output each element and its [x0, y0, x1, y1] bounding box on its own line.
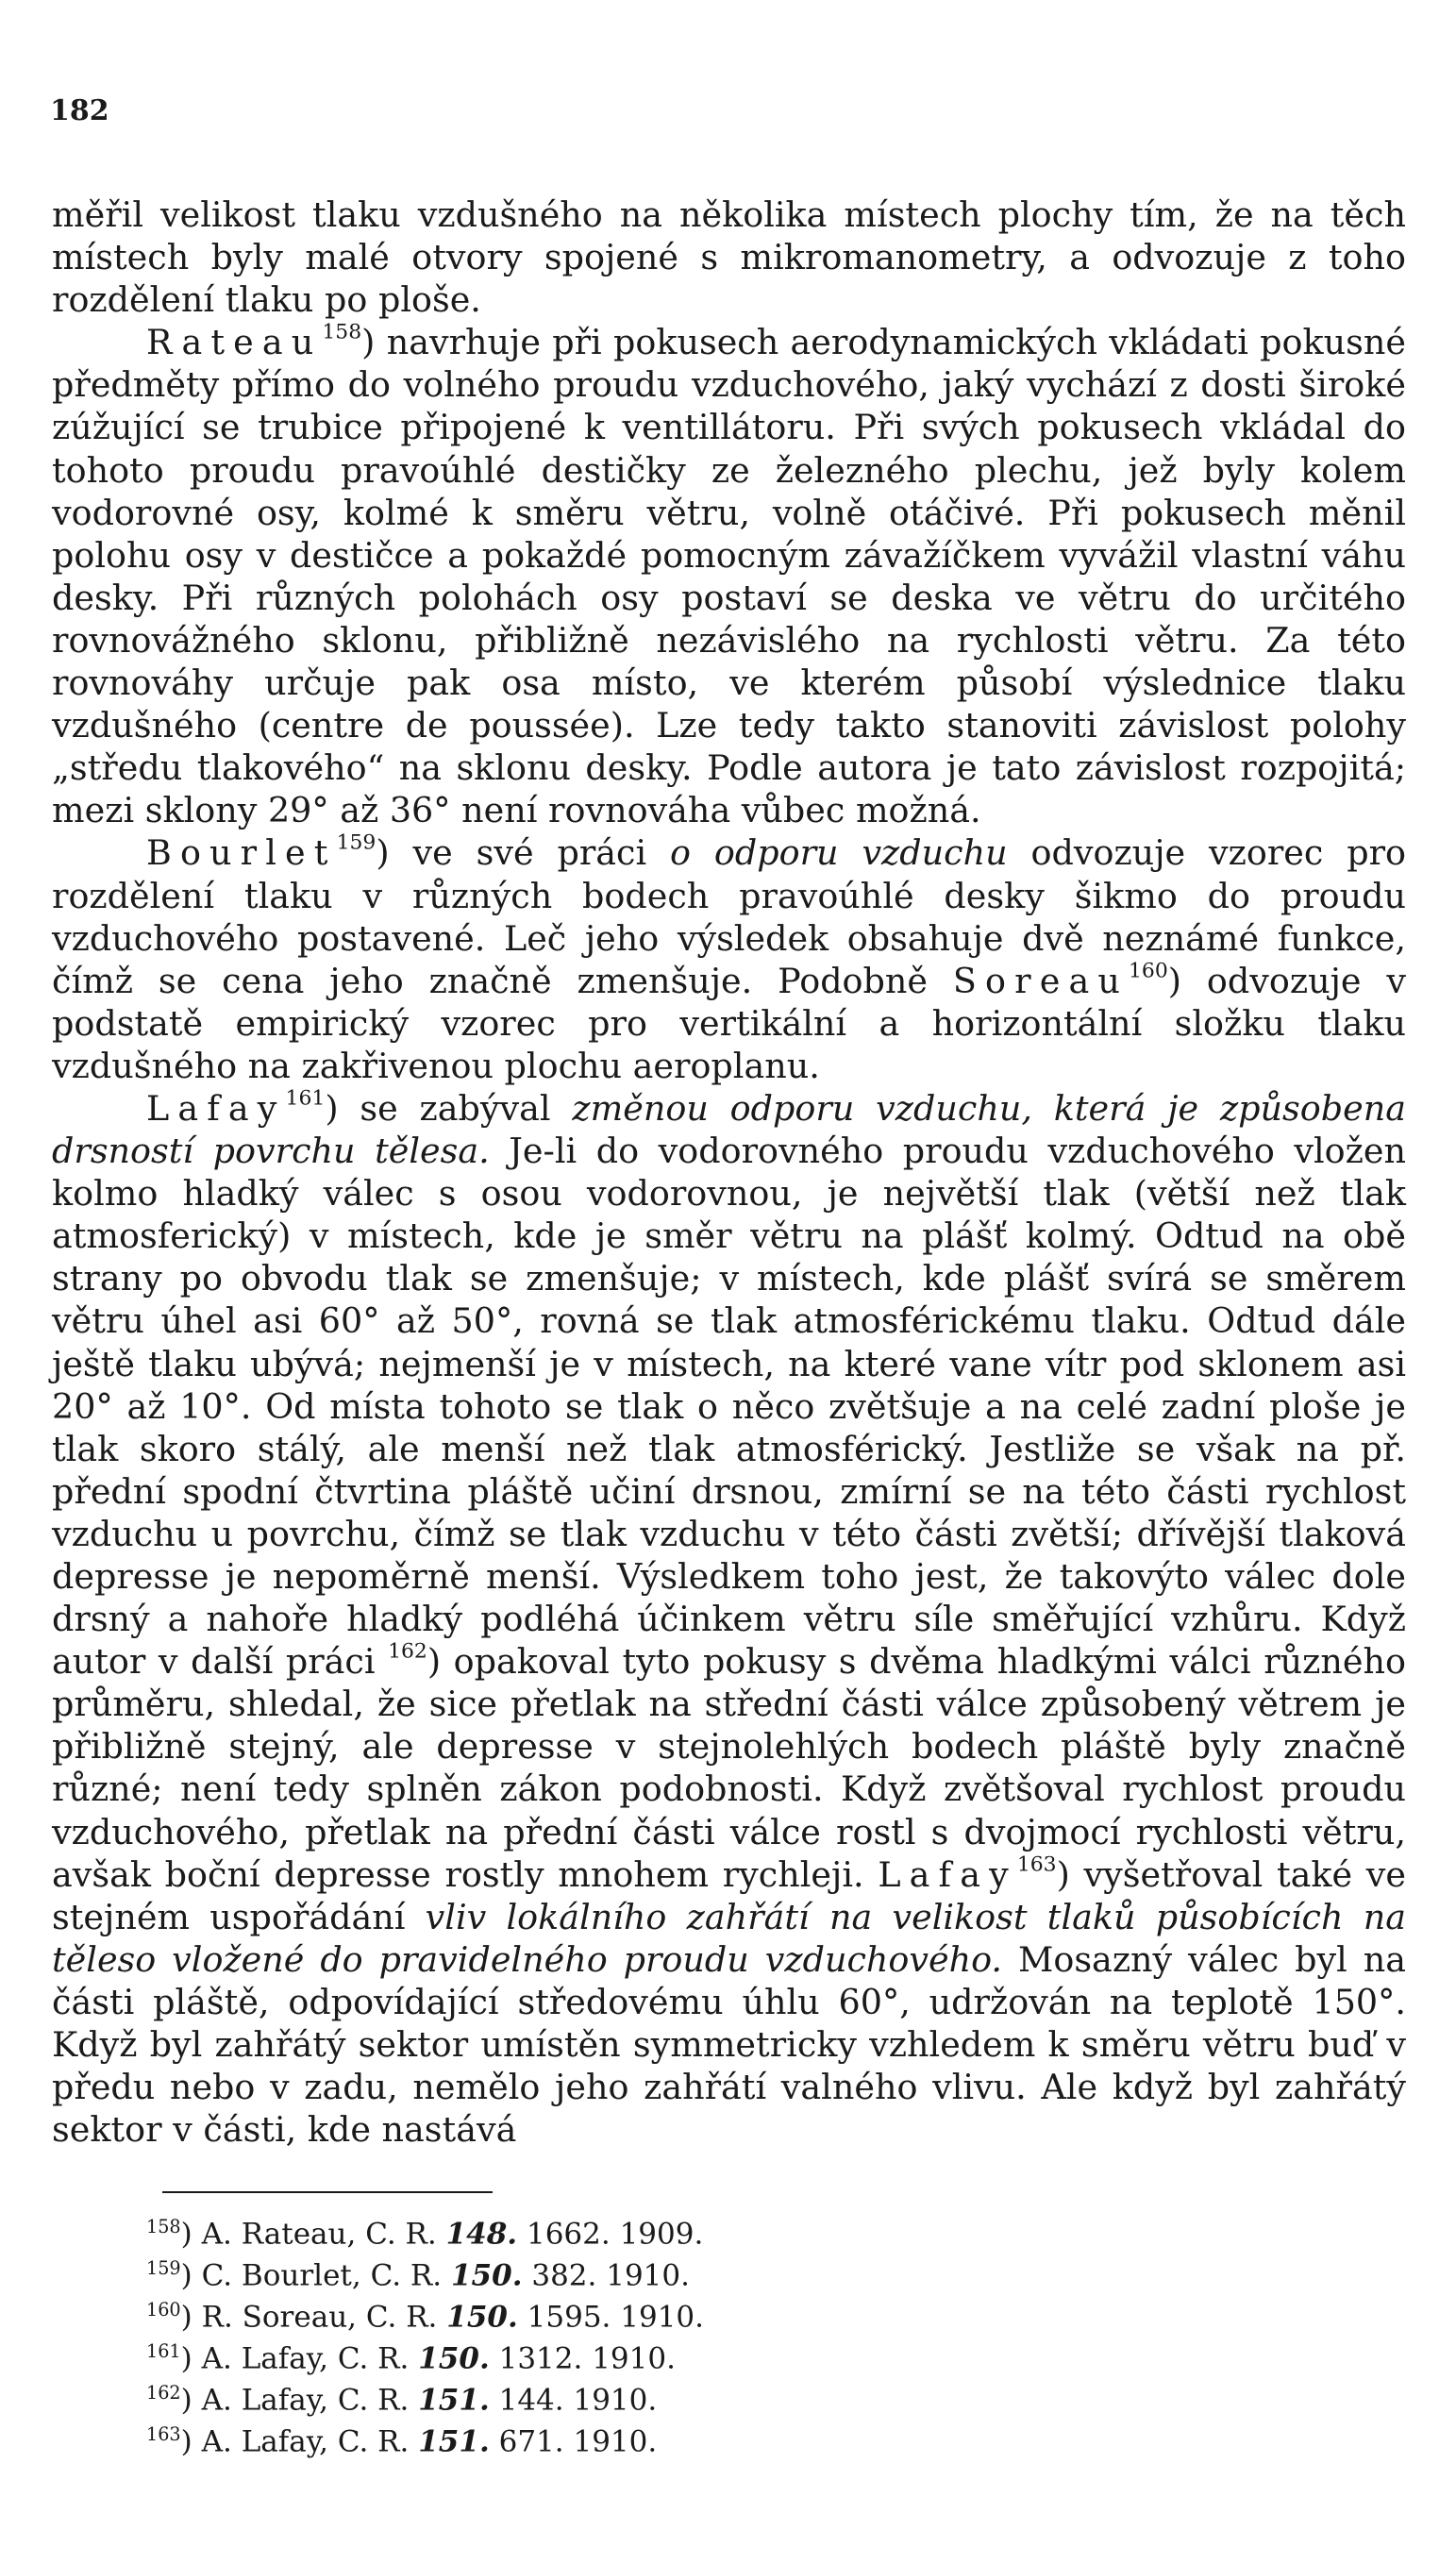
footnote: $^{159}$) C. Bourlet, C. R. 150. 382. 1910.	[146, 2257, 690, 2293]
footnote-author: A. Lafay,	[201, 2341, 328, 2376]
footnote: $^{163}$) A. Lafay, C. R. 151. 671. 1910.	[146, 2423, 658, 2459]
footnote: $^{160}$) R. Soreau, C. R. 150. 1595. 1910.	[146, 2299, 705, 2335]
footnote-reference: 161	[285, 1086, 326, 1111]
footnote: $^{161}$) A. Lafay, C. R. 150. 1312. 1910.	[146, 2340, 676, 2376]
text-run: Mosazný válec byl na části pláště, odpovídající středovému úhlu 60°, udržován na teplotě 150°. Když byl zahřátý sektor umístěn symmetricky vzhledem k směru větru buď v předu nebo v zadu, nemělo jeho zahřátí valného vlivu. Ale když byl zahřátý sektor v části, kde nastává	[52, 1938, 1406, 2151]
footnote-volume: 150.	[450, 2258, 523, 2293]
text-run: odvozuje vzorec pro rozdělení tlaku v různých bodech pravoúhlé desky šikmo do proudu vzduchového postavené. Leč jeho výsledek obsahuje dvě neznámé funkce, čímž se cena jeho značně zmenšuje. Podobně	[52, 832, 1406, 1001]
footnote-journal: C. R.	[337, 2424, 410, 2459]
text-run: ) se zabýval	[325, 1087, 573, 1129]
footnote-rest: 144. 1910.	[498, 2383, 658, 2418]
text-run: ) vyšetřoval také ve stejném uspořádání	[52, 1853, 1406, 1937]
footnote-divider	[162, 2191, 493, 2193]
footnote-volume: 150.	[418, 2341, 490, 2376]
page-number: 182	[50, 94, 109, 127]
footnote: $^{162}$) A. Lafay, C. R. 151. 144. 1910.	[146, 2382, 658, 2418]
emphasized-text: změnou odporu vzduchu, která je způsobena drsností povrchu tělesa.	[52, 1087, 1406, 1172]
footnote-mark: 162	[146, 2382, 181, 2405]
footnote-reference: 160	[1128, 959, 1168, 983]
body-text	[52, 193, 1406, 2151]
footnote-mark: 158	[146, 2216, 181, 2237]
footnote-reference: 158	[322, 320, 362, 344]
footnote-mark: 160	[146, 2299, 181, 2321]
footnote-mark: 159	[146, 2257, 181, 2280]
footnote-volume: 151.	[418, 2424, 490, 2459]
footnote-volume: 151.	[418, 2383, 490, 2418]
footnote-author: A. Rateau,	[201, 2217, 357, 2252]
footnote-volume: 148.	[445, 2217, 518, 2252]
footnote-rest: 382. 1910.	[531, 2258, 690, 2293]
footnote-rest: 1312. 1910.	[498, 2341, 676, 2376]
paragraph-2	[52, 321, 1406, 831]
footnote-author: A. Lafay,	[201, 2383, 328, 2418]
text-run: ) ve své práci	[376, 832, 671, 874]
text-run: měřil velikost tlaku vzdušného na několika místech plochy tím, že na těch místech byly malé otvory spojené s mikromanometry, a odvozuje z toho rozdělení tlaku po ploše.	[52, 194, 1406, 321]
footnote-rest: 671. 1910.	[498, 2424, 658, 2459]
footnote-reference: 162	[388, 1639, 427, 1664]
footnote-mark: 163	[146, 2423, 181, 2446]
paragraph-4	[52, 1087, 1406, 2151]
paragraph-3	[52, 831, 1406, 1087]
author-name: Lafay	[878, 1853, 1017, 1895]
footnotes	[146, 2210, 704, 2459]
author-name: Rateau	[146, 322, 323, 363]
text-run: ) opakoval tyto pokusy s dvěma hladkými válci různého průměru, shledal, že sice přetlak na střední části válce způsobený větrem je přibližně stejný, ale depresse v stejnolehlých bodech pláště byly značně různé; není tedy splněn zákon podobnosti. Když zvětšoval rychlost proudu vzduchového, přetlak na přední části válce rostl s dvojmocí rychlosti větru, avšak boční depresse rostly mnohem rychleji.	[52, 1641, 1406, 1895]
paragraph-1	[52, 193, 1406, 321]
footnote: $^{158}$) A. Rateau, C. R. 148. 1662. 1909.	[146, 2216, 704, 2252]
emphasized-text: vliv lokálního zahřátí na velikost tlaků působících na těleso vložené do pravidelného proudu vzduchového.	[52, 1896, 1406, 1980]
footnote-journal: C. R.	[365, 2217, 437, 2252]
footnote-reference: 159	[336, 830, 377, 855]
author-name: Soreau	[952, 960, 1129, 1001]
author-name: Lafay	[146, 1087, 286, 1129]
footnote-journal: C. R.	[365, 2300, 438, 2335]
footnote-reference: 163	[1016, 1852, 1057, 1877]
footnote-journal: C. R.	[337, 2383, 410, 2418]
footnote-rest: 1662. 1909.	[526, 2217, 704, 2252]
author-name: Bourlet	[146, 832, 337, 874]
text-run: ) navrhuje při pokusech aerodynamických vkládati pokusné předměty přímo do volného proudu vzduchového, jaký vychází z dosti široké zúžující se trubice připojené k ventillátoru. Při svých pokusech vkládal do tohoto proudu pravoúhlé destičky ze železného plechu, jež byly kolem vodorovné osy, kolmé k směru větru, volně otáčivé. Při pokusech měnil polohu osy v destičce a pokaždé pomocným závažíčkem vyvážil vlastní váhu desky. Při různých polohách osy postaví se deska ve větru do určitého rovnovážného sklonu, přibližně nezávislého na rychlosti větru. Za této rovnováhy určuje pak osa místo, ve kterém působí výslednice tlaku vzdušného (centre de poussée). Lze tedy takto stanoviti závislost polohy „středu tlakového“ na sklonu desky. Podle autora je tato závislost rozpojitá; mezi sklony 29° až 36° není rovnováha vůbec možná.	[52, 322, 1406, 831]
text-run: Je-li do vodorovného proudu vzduchového vložen kolmo hladký válec s osou vodorovnou, je největší tlak (větší než tlak atmosferický) v místech, kde je směr větru na plášť kolmý. Odtud na obě strany po obvodu tlak se zmenšuje; v místech, kde plášť svírá se směrem větru úhel asi 60° až 50°, rovná se tlak atmosférickému tlaku. Odtud dále ještě tlaku ubývá; nejmenší je v místech, na které vane vítr pod sklonem asi 20° až 10°. Od místa tohoto se tlak o něco zvětšuje a na celé zadní ploše je tlak skoro stálý, ale menší než tlak atmosférický. Jestliže se však na př. přední spodní čtvrtina pláště učiní drsnou, zmírní se na této části rychlost vzduchu u povrchu, čímž se tlak vzduchu v této části zvětší; dřívější tlaková depresse je nepoměrně menší. Výsledkem toho jest, že takovýto válec dole drsný a nahoře hladký podléhá účinkem větru síle směřující vzhůru. Když autor v další práci	[52, 1131, 1406, 1683]
emphasized-text: o odporu vzduchu	[670, 832, 1008, 874]
text-run: ) odvozuje v podstatě empirický vzorec pro vertikální a horizontální složku tlaku vzdušného na zakřivenou plochu aeroplanu.	[52, 960, 1407, 1086]
footnote-author: C. Bourlet,	[201, 2258, 361, 2293]
footnote-author: R. Soreau,	[201, 2300, 358, 2335]
footnote-volume: 150.	[446, 2300, 518, 2335]
footnote-journal: C. R.	[370, 2258, 443, 2293]
footnote-mark: 161	[146, 2340, 181, 2363]
footnote-author: A. Lafay,	[201, 2424, 328, 2459]
footnote-journal: C. R.	[337, 2341, 410, 2376]
footnote-rest: 1595. 1910.	[527, 2300, 705, 2335]
